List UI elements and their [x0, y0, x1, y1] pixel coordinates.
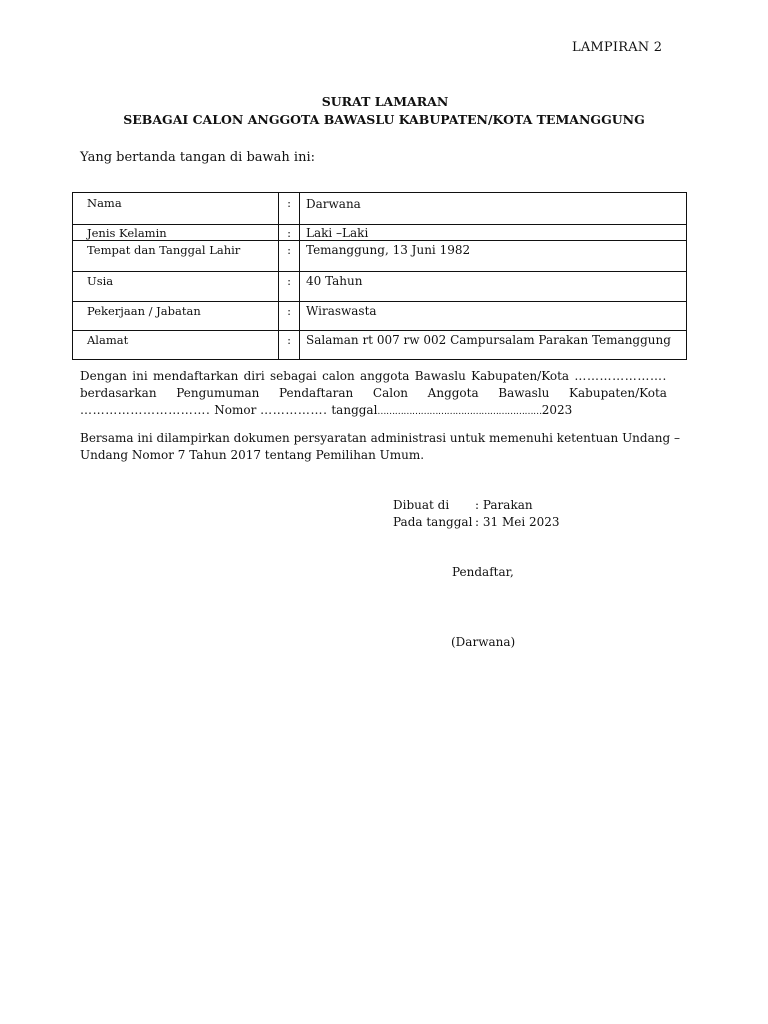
field-separator: : [279, 241, 300, 272]
letter-title: SURAT LAMARAN [321, 94, 449, 109]
field-label-occupation: Pekerjaan / Jabatan [73, 302, 279, 331]
word: Calon [372, 386, 409, 400]
field-value-name: Darwana [300, 193, 687, 225]
signing-details [393, 497, 560, 531]
signer-name: (Darwana) [451, 635, 516, 649]
field-label-name: Nama [73, 193, 279, 225]
field-label-age: Usia [73, 272, 279, 302]
word: tanggal [327, 403, 378, 417]
year: 2023 [541, 403, 573, 417]
table-row [73, 331, 687, 360]
word: Anggota [427, 386, 479, 400]
word: berdasarkan [80, 386, 157, 400]
letter-subtitle: SEBAGAI CALON ANGGOTA BAWASLU KABUPATEN/KOTA TEMANGGUNG [123, 112, 645, 127]
blank-field: …………………………. [80, 403, 211, 417]
signing-date-value: : 31 Mei 2023 [475, 515, 560, 529]
word: Dengan [80, 369, 128, 383]
word: Kabupaten/Kota [471, 369, 570, 383]
registration-paragraph [80, 368, 667, 421]
attachment-paragraph [80, 430, 680, 464]
signing-place-row [393, 497, 560, 514]
word: anggota [360, 369, 410, 383]
paragraph-line [80, 368, 667, 385]
attachment-label: LAMPIRAN 2 [572, 40, 663, 55]
field-separator: : [279, 331, 300, 360]
field-value-occupation: Wiraswasta [300, 302, 687, 331]
blank-field: ………………………………………………… [377, 407, 542, 417]
intro-text: Yang bertanda tangan di bawah ini: [80, 150, 315, 165]
table-row [73, 241, 687, 272]
word: mendaftarkan [152, 369, 239, 383]
field-label-birth: Tempat dan Tanggal Lahir [73, 241, 279, 272]
word: Nomor [210, 403, 261, 417]
field-value-gender: Laki –Laki [300, 225, 687, 241]
field-value-age: 40 Tahun [300, 272, 687, 302]
paragraph-line: Bersama ini dilampirkan dokumen persyaratan administrasi untuk memenuhi ketentuan Undang – [80, 431, 680, 445]
field-label-address: Alamat [73, 331, 279, 360]
word: sebagai [270, 369, 317, 383]
paragraph-line [80, 402, 667, 421]
paragraph-line: Undang Nomor 7 Tahun 2017 tentang Pemilihan Umum. [80, 448, 425, 462]
signing-place-value: : Parakan [475, 498, 533, 512]
word: Kabupaten/Kota [569, 386, 667, 400]
table-row [73, 193, 687, 225]
table-row [73, 225, 687, 241]
signing-date-label: Pada tanggal [393, 515, 473, 529]
table-row [73, 302, 687, 331]
paragraph-line [80, 385, 667, 402]
field-value-address: Salaman rt 007 rw 002 Campursalam Parakan Temanggung [300, 331, 687, 360]
field-separator: : [279, 193, 300, 225]
field-separator: : [279, 272, 300, 302]
blank-field: …………………. [574, 369, 667, 383]
field-separator: : [279, 302, 300, 331]
table-row [73, 272, 687, 302]
word: Bawaslu [414, 369, 466, 383]
word: ini [132, 369, 148, 383]
signer-role: Pendaftar, [452, 565, 514, 579]
field-label-gender: Jenis Kelamin [73, 225, 279, 241]
identity-table [72, 192, 687, 360]
field-separator: : [279, 225, 300, 241]
field-value-birth: Temanggung, 13 Juni 1982 [300, 241, 687, 272]
word: calon [322, 369, 355, 383]
signing-date-row [393, 514, 560, 531]
word: Pendaftaran [279, 386, 354, 400]
word: diri [243, 369, 265, 383]
word: Bawaslu [498, 386, 550, 400]
word: Pengumuman [176, 386, 260, 400]
blank-field: ……………. [260, 403, 328, 417]
signing-place-label: Dibuat di [393, 498, 450, 512]
